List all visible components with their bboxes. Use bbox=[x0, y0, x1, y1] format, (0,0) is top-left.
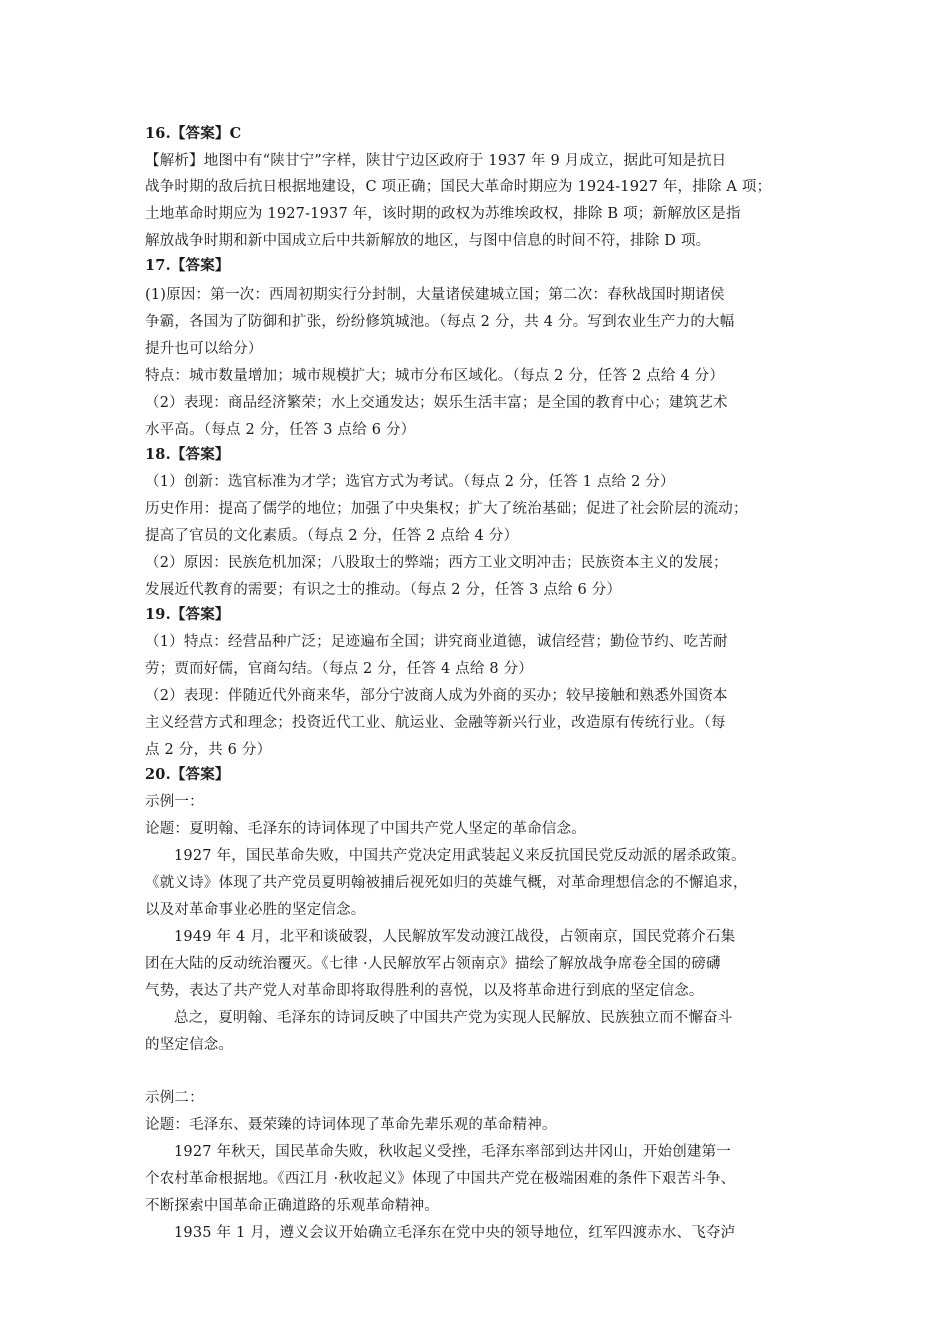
example-two-paragraph: 个农村革命根据地。《西江月 ·秋收起义》体现了中国共产党在极端困难的条件下艰苦斗争、 bbox=[145, 1171, 736, 1187]
example-two-thesis: 论题：毛泽东、聂荣臻的诗词体现了革命先辈乐观的革命精神。 bbox=[145, 1117, 557, 1133]
q17-answer-line: 争霸，各国为了防御和扩张，纷纷修筑城池。（每点 2 分，共 4 分。写到农业生产力的大幅 bbox=[145, 314, 735, 330]
q17-heading: 17.【答案】 bbox=[145, 257, 230, 274]
q18-answer-line: 历史作用：提高了儒学的地位；加强了中央集权；扩大了统治基础；促进了社会阶层的流动； bbox=[145, 501, 748, 517]
q16-analysis-line: 战争时期的敌后抗日根据地建设，C 项正确；国民大革命时期应为 1924-1927 年，排除 A 项； bbox=[145, 179, 772, 195]
q16-analysis-line: 【解析】地图中有“陕甘宁”字样，陕甘宁边区政府于 1937 年 9 月成立，据此可知是抗日 bbox=[145, 153, 727, 169]
q16-analysis-line: 土地革命时期应为 1927-1937 年，该时期的政权为苏维埃政权，排除 B 项；新解放区是指 bbox=[145, 206, 741, 222]
example-two-label: 示例二： bbox=[145, 1090, 204, 1106]
example-one-paragraph: 气势，表达了共产党人对革命即将取得胜利的喜悦，以及将革命进行到底的坚定信念。 bbox=[145, 983, 704, 999]
example-two-paragraph: 1927 年秋天，国民革命失败，秋收起义受挫，毛泽东率部到达井冈山，开始创建第一 bbox=[174, 1144, 732, 1160]
q19-answer-line: 点 2 分，共 6 分） bbox=[145, 742, 272, 758]
q19-heading: 19.【答案】 bbox=[145, 606, 230, 623]
q19-answer-line: 主义经营方式和理念；投资近代工业、航运业、金融等新兴行业，改造原有传统行业。（每 bbox=[145, 715, 726, 731]
q17-answer-line: (1)原因：第一次：西周初期实行分封制，大量诸侯建城立国；第二次：春秋战国时期诸侯 bbox=[145, 287, 725, 303]
q19-answer-line: （2）表现：伴随近代外商来华，部分宁波商人成为外商的买办；较早接触和熟悉外国资本 bbox=[145, 688, 728, 704]
q16-heading: 16.【答案】C bbox=[145, 125, 242, 142]
example-one-paragraph: 1927 年，国民革命失败，中国共产党决定用武装起义来反抗国民党反动派的屠杀政策。 bbox=[174, 848, 746, 864]
example-one-paragraph: 以及对革命事业必胜的坚定信念。 bbox=[145, 902, 366, 918]
q17-answer-line: 特点：城市数量增加；城市规模扩大；城市分布区域化。（每点 2 分，任答 2 点给 4 分） bbox=[145, 368, 725, 384]
q18-answer-line: （2）原因：民族危机加深；八股取士的弊端；西方工业文明冲击；民族资本主义的发展； bbox=[145, 555, 728, 571]
q18-answer-line: （1）创新：选官标准为才学；选官方式为考试。（每点 2 分，任答 1 点给 2 分） bbox=[145, 474, 675, 490]
q20-heading: 20.【答案】 bbox=[145, 766, 230, 783]
example-one-label: 示例一： bbox=[145, 794, 204, 810]
q19-answer-line: （1）特点：经营品种广泛；足迹遍布全国；讲究商业道德，诚信经营；勤俭节约、吃苦耐 bbox=[145, 634, 728, 650]
q17-answer-line: 水平高。（每点 2 分，任答 3 点给 6 分） bbox=[145, 422, 416, 438]
example-one-conclusion: 总之，夏明翰、毛泽东的诗词反映了中国共产党为实现人民解放、民族独立而不懈奋斗 bbox=[174, 1010, 733, 1026]
q16-analysis-line: 解放战争时期和新中国成立后中共新解放的地区，与图中信息的时间不符，排除 D 项。 bbox=[145, 233, 711, 249]
q18-answer-line: 提高了官员的文化素质。（每点 2 分，任答 2 点给 4 分） bbox=[145, 528, 519, 544]
example-two-paragraph: 1935 年 1 月，遵义会议开始确立毛泽东在党中央的领导地位，红军四渡赤水、飞夺泸 bbox=[174, 1225, 736, 1241]
q18-answer-line: 发展近代教育的需要；有识之士的推动。（每点 2 分，任答 3 点给 6 分） bbox=[145, 582, 622, 598]
example-one-paragraph: 《就义诗》体现了共产党员夏明翰被捕后视死如归的英雄气概，对革命理想信念的不懈追求， bbox=[145, 875, 748, 891]
q17-answer-line: 提升也可以给分） bbox=[145, 341, 263, 357]
example-one-thesis: 论题：夏明翰、毛泽东的诗词体现了中国共产党人坚定的革命信念。 bbox=[145, 821, 586, 837]
example-one-conclusion: 的坚定信念。 bbox=[145, 1037, 234, 1053]
example-two-paragraph: 不断探索中国革命正确道路的乐观革命精神。 bbox=[145, 1198, 439, 1214]
q17-answer-line: （2）表现：商品经济繁荣；水上交通发达；娱乐生活丰富；是全国的教育中心；建筑艺术 bbox=[145, 395, 728, 411]
example-one-paragraph: 1949 年 4 月，北平和谈破裂，人民解放军发动渡江战役，占领南京，国民党蒋介石集 bbox=[174, 929, 736, 945]
q18-heading: 18.【答案】 bbox=[145, 446, 230, 463]
example-one-paragraph: 团在大陆的反动统治覆灭。《七律 ·人民解放军占领南京》描绘了解放战争席卷全国的磅礴 bbox=[145, 956, 721, 972]
q19-answer-line: 劳；贾而好儒，官商勾结。（每点 2 分，任答 4 点给 8 分） bbox=[145, 661, 533, 677]
